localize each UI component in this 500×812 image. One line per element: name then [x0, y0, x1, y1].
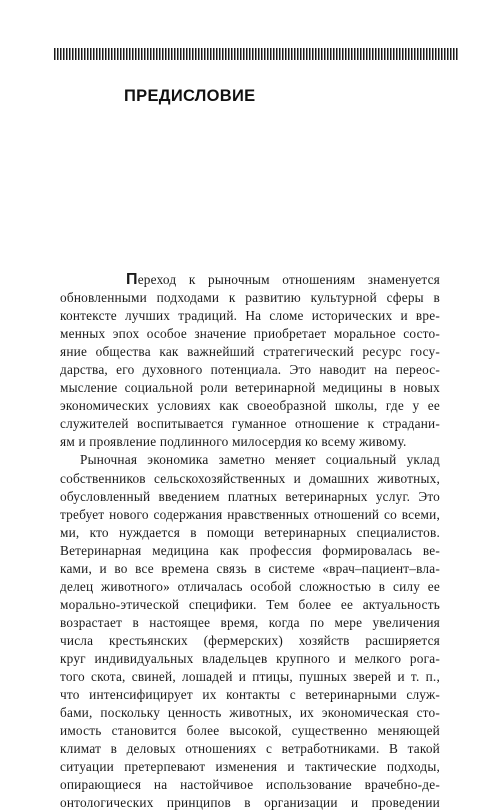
text-line: числа крестьянских (фермерских) хозяйств расширяется — [60, 632, 440, 648]
text-line: ситуации претерпевают изменения и тактические подходы, — [60, 759, 440, 775]
text-line: ям и проявление подлинного милосердия ко всему живому. — [60, 434, 407, 450]
text-line: морально-этической специфики. Тем более ее актуальность — [60, 596, 440, 612]
text-line: обновленными подходами к развитию культурной сферы в — [60, 290, 440, 306]
text-line: ками, и во все времена связь в системе «врач–пациент–вла- — [60, 560, 440, 576]
text-line: Рыночная экономика заметно меняет социальный уклад — [80, 452, 440, 468]
text-line: возрастает в настоящее время, когда по мере увеличения — [60, 614, 440, 630]
text-line: собственников сельскохозяйственных и домашних животных, — [60, 470, 440, 486]
chapter-title: ПРЕДИСЛОВИЕ — [124, 87, 256, 105]
text-line: менных эпох особое значение приобретает моральное состо- — [60, 326, 440, 342]
preface-text — [60, 271, 440, 812]
text-line: ми, кто нуждается в помощи ветеринарных специалистов. — [60, 524, 440, 540]
text-line: круг индивидуальных владельцев крупного и мелкого рога- — [60, 650, 440, 666]
text-line: Ветеринарная медицина как профессия формировалась ве- — [60, 542, 440, 558]
text-line: онтологических принципов в организации и проведении — [60, 795, 440, 811]
text-line: яние общества как важнейший стратегический ресурс госу- — [60, 344, 440, 360]
text-line: климат в деловых отношениях с ветработниками. В такой — [60, 741, 440, 757]
text-line: служителей воспитывается гуманное отношение к страдани- — [60, 416, 440, 432]
text-line: мысление социальной роли ветеринарной медицины в новых — [60, 380, 440, 396]
text-line: требует нового содержания нравственных отношений со всеми, — [60, 506, 440, 522]
text-line: что интенсифицирует их контакты с ветеринарными служ- — [60, 687, 440, 703]
text-line: того скота, свиней, лошадей и птицы, пушных зверей и т. п., — [60, 669, 440, 685]
text-line: опирающиеся на настойчивое использование врачебно-де- — [60, 777, 440, 793]
decorative-header-rule — [54, 48, 458, 60]
text-line: делец животного» отличалась особой сложностью в силу ее — [60, 578, 440, 594]
text-line: бами, поскольку ценность животных, их экономическая сто- — [60, 705, 440, 721]
text-line: дарства, его духовного потенциала. Это наводит на переос- — [60, 362, 440, 378]
text-line: Переход к рыночным отношениям знаменуется — [126, 271, 440, 288]
text-line: контексте лучших традиций. На сломе исторических и вре- — [60, 308, 440, 324]
text-line: имость становится более высокой, существенно меняющей — [60, 723, 440, 739]
text-line: обусловленный введением платных ветеринарных услуг. Это — [60, 488, 440, 504]
text-line: экономических условиях как своеобразной школы, где у ее — [60, 398, 440, 414]
drop-cap: П — [126, 271, 138, 288]
